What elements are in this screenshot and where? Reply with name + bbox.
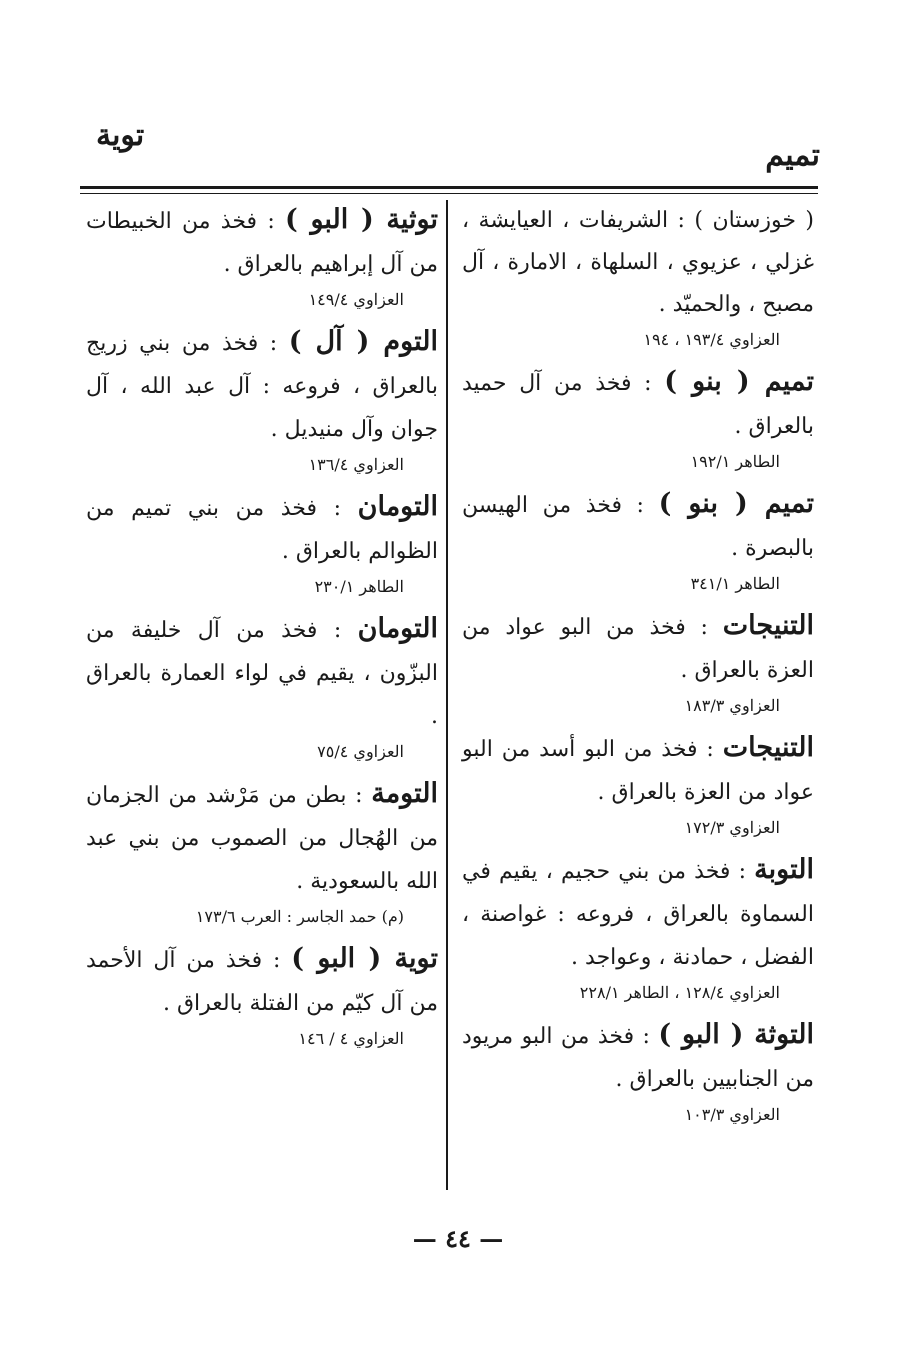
entry-text: : فخذ من آل الأحمد من آل كيّم من الفتلة بالعراق . — [86, 948, 438, 1016]
entry-text: : فخذ من البو مريود من الجنابيين بالعراق . — [462, 1024, 814, 1092]
entry-continuation — [462, 198, 814, 354]
entry-text: : فخذ من آل حميد بالعراق . — [462, 371, 814, 439]
entry-source: الطاهر ١٩٢/١ — [690, 452, 780, 471]
entry — [86, 937, 438, 1053]
entry-text: : فخذ من آل خليفة من البزّون ، يقيم في لواء العمارة بالعراق . — [86, 618, 438, 729]
entry — [86, 198, 438, 314]
entry — [462, 848, 814, 1007]
entry-term: توية ( البو ) — [291, 943, 438, 974]
entry — [86, 320, 438, 479]
entry-source: العزاوي ١٣٦/٤ — [308, 455, 404, 474]
entry-source: العزاوي ٧٥/٤ — [317, 742, 404, 761]
entry-term: التنيجات — [722, 732, 814, 763]
entry-source: (م) حمد الجاسر : العرب ١٧٣/٦ — [195, 907, 404, 926]
entry-text: : فخذ من البو عواد من العزة بالعراق . — [462, 615, 814, 683]
entry-term: التوبة — [754, 854, 814, 885]
header-rule-thick — [80, 186, 818, 189]
header-left-title: توية — [96, 118, 145, 153]
entry — [86, 485, 438, 601]
entry-text: : بطن من مَرْشد من الجزمان من الهُجال من الصموب من بني عبد الله بالسعودية . — [86, 783, 438, 894]
entry-source: العزاوي ١٩٣/٤ ، ١٩٤ — [643, 330, 780, 349]
entry-source: العزاوي ١٤٩/٤ — [308, 290, 404, 309]
entry-text: : فخذ من البو أسد من البو عواد من العزة بالعراق . — [462, 737, 814, 805]
left-column — [86, 198, 438, 1059]
entry — [462, 1013, 814, 1129]
entry — [462, 726, 814, 842]
entry — [86, 772, 438, 931]
entry-text: ( خوزستان ) : الشريفات ، العيايشة ، غزلي ، عزيوي ، السلهاة ، الامارة ، آل مصبح ، والحميّد . — [462, 208, 814, 317]
entry — [462, 604, 814, 720]
column-divider — [446, 200, 448, 1190]
entry-term: تميم ( بنو ) — [658, 488, 814, 519]
entry-source: العزاوي ١٨٣/٣ — [684, 696, 780, 715]
entry — [462, 482, 814, 598]
entry — [86, 607, 438, 766]
entry-text: : فخذ من بني زريج بالعراق ، فروعه : آل عبد الله ، آل جوان وآل منيديل . — [86, 331, 438, 442]
entry-source: الطاهر ٣٤١/١ — [690, 574, 780, 593]
header-right-title: تميم — [765, 138, 820, 173]
header-rule-thin — [80, 193, 818, 194]
entry-term: التومان — [357, 613, 438, 644]
entry-text: : فخذ من الخبيطات من آل إبراهيم بالعراق . — [86, 209, 438, 277]
entry-term: توثية ( البو ) — [285, 204, 438, 235]
entry-source: العزاوي ١٧٢/٣ — [684, 818, 780, 837]
page-number: — ٤٤ — — [412, 1224, 504, 1253]
entry-term: التوم ( آل ) — [288, 326, 438, 357]
entry-term: التومة — [371, 778, 438, 809]
right-column — [462, 198, 814, 1135]
entry-source: العزاوي ١٠٣/٣ — [684, 1105, 780, 1124]
entry-source: العزاوي ٤ / ١٤٦ — [298, 1029, 404, 1048]
entry-term: التومان — [357, 491, 438, 522]
entry-source: العزاوي ١٢٨/٤ ، الطاهر ٢٢٨/١ — [579, 983, 780, 1002]
entry-text: : فخذ من بني حجيم ، يقيم في السماوة بالعراق ، فروعه : غواصنة ، الفضل ، حمادنة ، وعواجد . — [462, 859, 814, 970]
entry-text: : فخذ من الهيسن بالبصرة . — [462, 493, 814, 561]
entry-term: التوثة ( البو ) — [658, 1019, 815, 1050]
entry-text: : فخذ من بني تميم من الظوالم بالعراق . — [86, 496, 438, 564]
entry-source: الطاهر ٢٣٠/١ — [314, 577, 404, 596]
entry — [462, 360, 814, 476]
entry-term: تميم ( بنو ) — [664, 366, 815, 397]
entry-term: التنيجات — [722, 610, 814, 641]
